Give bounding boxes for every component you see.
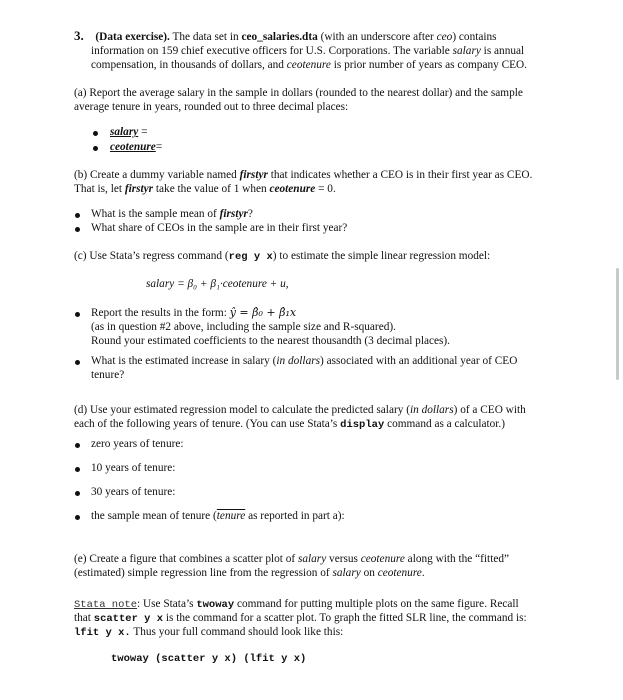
question-text: is annual — [480, 45, 525, 57]
part-b-line-1 — [74, 168, 532, 182]
stata-note-text: command for putting multiple plots on the same figure. Recall — [234, 598, 519, 610]
part-a-line-2: average tenure in years, rounded out to three decimal places: — [74, 101, 349, 113]
question-text: is prior number of years as company CEO. — [330, 59, 528, 71]
part-d-bullet-1: zero years of tenure: — [91, 438, 184, 450]
part-e-text: (e) Create a figure that combines a scatter plot of — [74, 553, 298, 565]
fitted-formula: ŷ = β̂₀ + β̂₁x — [229, 306, 297, 319]
part-c-text: ) to estimate the simple linear regression model: — [272, 250, 491, 262]
stata-note-line-1 — [74, 597, 519, 612]
part-b-text: What is the sample mean of — [91, 208, 220, 220]
part-d-text: ) of a CEO with — [453, 404, 526, 416]
question-text: compensation, in thousands of dollars, and — [91, 59, 287, 71]
part-b-line-2 — [74, 182, 336, 196]
bullet-icon — [75, 312, 80, 317]
bullet-icon — [75, 360, 80, 365]
display-command: display — [340, 419, 385, 431]
part-e-text: . — [421, 567, 425, 579]
part-c-bullet-1-line-3: Round your estimated coefficients to the nearest thousandth (3 decimal places). — [91, 335, 450, 347]
part-d-bullet-2: 10 years of tenure: — [91, 462, 176, 474]
part-c-bullet-2-line-2: tenure? — [91, 369, 125, 381]
stata-note-text: is the command for a scatter plot. To graph the fitted SLR line, the command is: — [163, 612, 527, 624]
lfit-command: lfit y x. — [74, 627, 131, 639]
salary-var: salary — [297, 553, 327, 565]
part-b-text: (b) Create a dummy variable named — [74, 169, 240, 181]
part-c-text: (c) Use Stata’s regress command ( — [74, 250, 229, 262]
question-title: (Data exercise). — [95, 31, 170, 43]
part-c-bullet-2-line-1 — [91, 354, 517, 368]
part-b-text: That is, let — [74, 183, 125, 195]
bullet-icon — [75, 213, 80, 218]
part-e-text: on — [360, 567, 378, 579]
tenure-bar: tenure — [216, 510, 246, 522]
part-d-bullet-4 — [91, 509, 345, 523]
part-d-text: (d) Use your estimated regression model to calculate the predicted salary ( — [74, 404, 410, 416]
part-b-bullet-1 — [91, 207, 253, 221]
bullet-icon — [93, 146, 98, 151]
question-line-2 — [91, 44, 524, 58]
reg-command: reg y x — [228, 251, 273, 263]
firstyr-var: firstyr — [219, 208, 248, 220]
salary-bar: salary — [110, 126, 139, 138]
part-e-text: (estimated) simple regression line from the regression of — [74, 567, 333, 579]
part-e-line-1 — [74, 552, 509, 566]
part-b-text: ? — [247, 208, 253, 220]
part-a-line-1: (a) Report the average salary in the sample in dollars (rounded to the nearest dollar) and the sample — [74, 87, 523, 99]
part-c-line-1 — [74, 249, 490, 264]
part-d-text: the sample mean of tenure ( — [91, 510, 217, 522]
in-dollars: in dollars — [276, 355, 321, 367]
part-c-bullet-1-line-2: (as in question #2 above, including the sample size and R-squared). — [91, 321, 396, 333]
bullet-icon — [93, 131, 98, 136]
part-a-item-salary — [110, 125, 147, 139]
part-c-bullet-1-line-1 — [91, 306, 296, 320]
question-line-1 — [74, 29, 497, 44]
question-text: ) contains — [452, 31, 497, 43]
stata-note-text: Thus your full command should look like this: — [130, 626, 344, 638]
stata-note-line-3 — [74, 625, 343, 640]
part-d-text: command as a calculator.) — [384, 418, 506, 430]
part-e-text: versus — [326, 553, 361, 565]
bullet-icon — [75, 443, 80, 448]
scatter-command: scatter y x — [93, 613, 164, 625]
part-d-text: each of the following years of tenure. (You can use Stata’s — [74, 418, 341, 430]
part-e-line-2 — [74, 566, 425, 580]
ceotenure-var: ceotenure — [269, 183, 316, 195]
part-b-bullet-2: What share of CEOs in the sample are in their first year? — [91, 222, 348, 234]
part-d-text: as reported in part a): — [245, 510, 345, 522]
bullet-icon — [75, 227, 80, 232]
question-number: 3. — [74, 28, 84, 43]
part-b-text: = 0. — [315, 183, 336, 195]
part-c-text: What is the estimated increase in salary ( — [91, 355, 277, 367]
stata-note-label: Stata note — [74, 599, 138, 611]
question-text: The data set in — [169, 31, 242, 43]
part-c-text: ) associated with an additional year of CEO — [320, 355, 518, 367]
question-line-3 — [91, 58, 527, 72]
part-b-text: that indicates whether a CEO is in their first year as CEO. — [267, 169, 533, 181]
regression-equation: salary = β₀ + β₁·ceotenure + u, — [146, 278, 289, 290]
part-b-text: take the value of 1 when — [153, 183, 270, 195]
answer-blank: = — [138, 126, 148, 138]
stata-note-text: : Use Stata’s — [137, 598, 197, 610]
stata-note-text: that — [74, 612, 94, 624]
bullet-icon — [75, 515, 80, 520]
firstyr-var: firstyr — [239, 169, 268, 181]
salary-var: salary — [332, 567, 361, 579]
part-e-text: along with the “fitted” — [404, 553, 510, 565]
part-d-bullet-3: 30 years of tenure: — [91, 486, 176, 498]
full-command-example: twoway (scatter y x) (lfit y x) — [111, 653, 307, 665]
part-d-line-2 — [74, 417, 505, 432]
bullet-icon — [75, 491, 80, 496]
vertical-scrollbar[interactable] — [616, 268, 619, 380]
ceotenure-var: ceotenure — [360, 553, 405, 565]
part-c-text: Report the results in the form: — [91, 307, 230, 319]
part-d-line-1 — [74, 403, 526, 417]
ceotenure-bar: ceotenure — [110, 141, 156, 153]
ceotenure-var: ceotenure — [377, 567, 422, 579]
dataset-name: ceo_salaries.dta — [241, 31, 318, 43]
ceotenure-word: ceotenure — [286, 59, 331, 71]
bullet-icon — [75, 467, 80, 472]
twoway-command: twoway — [196, 599, 235, 611]
part-a-item-ceotenure — [110, 140, 162, 154]
ceo-word: ceo — [436, 31, 453, 43]
stata-note-line-2 — [74, 611, 527, 626]
answer-blank: = — [155, 141, 163, 153]
salary-word: salary — [452, 45, 481, 57]
question-text: (with an underscore after — [317, 31, 437, 43]
in-dollars: in dollars — [409, 404, 454, 416]
firstyr-var: firstyr — [124, 183, 154, 195]
question-text: information on 159 chief executive officers for U.S. Corporations. The variable — [91, 45, 453, 57]
